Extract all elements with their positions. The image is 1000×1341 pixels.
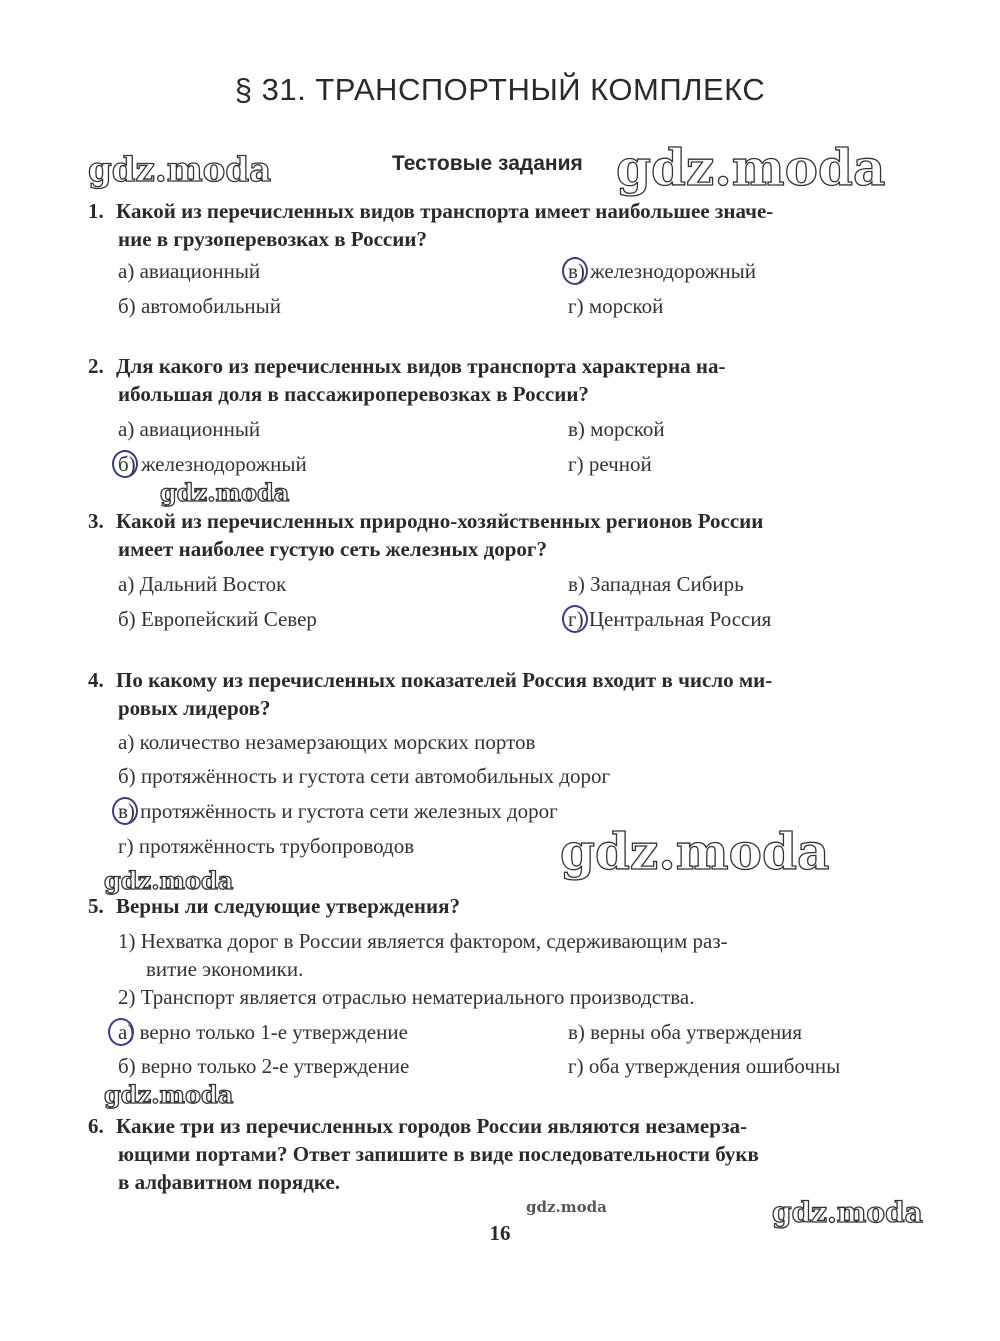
watermark-7: gdz.moda xyxy=(526,1198,607,1216)
option-letter: в) xyxy=(568,417,585,441)
question-number: 2. xyxy=(88,354,104,378)
q1-option-b[interactable] xyxy=(118,292,281,320)
question-number: 3. xyxy=(88,509,104,533)
question-text: Какой из перечисленных видов транспорта имеет наибольшее значе- xyxy=(116,199,774,223)
question-2 xyxy=(88,352,924,408)
option-letter: в) xyxy=(568,1020,585,1044)
option-letter: б) xyxy=(118,452,136,476)
option-text: автомобильный xyxy=(140,294,282,318)
q3-option-g[interactable] xyxy=(568,605,771,633)
question-number: 5. xyxy=(88,894,104,918)
option-letter: б) xyxy=(118,764,136,788)
q1-option-g[interactable] xyxy=(568,292,663,320)
option-text: Дальний Восток xyxy=(139,572,287,596)
question-text: Верны ли следующие утверждения? xyxy=(116,894,460,918)
option-text: протяжённость и густота сети железных дорог xyxy=(140,799,558,823)
answer-circle-mark xyxy=(562,257,588,285)
watermark-6: gdz.moda xyxy=(104,1080,234,1109)
option-text: железнодорожный xyxy=(140,452,307,476)
q2-option-b[interactable] xyxy=(118,450,307,478)
option-letter: а) xyxy=(118,259,135,283)
option-text: верно только 1-е утверждение xyxy=(139,1020,408,1044)
question-6 xyxy=(88,1112,924,1196)
option-text: авиационный xyxy=(139,417,261,441)
question-text-cont: ние в грузоперевозках в России? xyxy=(118,227,427,251)
q2-option-g[interactable] xyxy=(568,450,652,478)
option-letter: г) xyxy=(568,607,584,631)
q4-option-v[interactable] xyxy=(118,797,558,825)
option-text: протяжённость и густота сети автомобильных дорог xyxy=(140,764,611,788)
question-number: 1. xyxy=(88,199,104,223)
question-text: По какому из перечисленных показателей Россия входит в число ми- xyxy=(116,668,773,692)
q4-option-a[interactable] xyxy=(118,728,535,756)
question-5 xyxy=(88,892,924,920)
question-text-cont: ибольшая доля в пассажироперевозках в России? xyxy=(118,382,589,406)
answer-circle-mark xyxy=(562,605,588,633)
question-4 xyxy=(88,666,924,722)
option-text: количество незамерзающих морских портов xyxy=(139,730,536,754)
option-letter: г) xyxy=(118,834,134,858)
q5-option-v[interactable] xyxy=(568,1018,802,1046)
watermark-8: gdz.moda xyxy=(772,1196,923,1229)
page-title: § 31. ТРАНСПОРТНЫЙ КОМПЛЕКС xyxy=(234,72,766,107)
q2-option-a[interactable] xyxy=(118,415,260,443)
statement-1 xyxy=(118,927,924,983)
watermark-1: gdz.moda xyxy=(88,150,272,190)
question-text: Какой из перечисленных природно-хозяйственных регионов России xyxy=(116,509,764,533)
section-subtitle: Тестовые задания xyxy=(392,152,583,175)
q3-option-b[interactable] xyxy=(118,605,317,633)
statement-2 xyxy=(118,983,924,1011)
q1-option-v[interactable] xyxy=(568,257,756,285)
q5-option-b[interactable] xyxy=(118,1052,409,1080)
question-text: Какие три из перечисленных городов России являются незамерза- xyxy=(116,1114,748,1138)
option-text: речной xyxy=(588,452,652,476)
q1-option-a[interactable] xyxy=(118,257,260,285)
option-letter: в) xyxy=(568,572,585,596)
watermark-4: gdz.moda xyxy=(560,822,830,881)
option-text: верно только 2-е утверждение xyxy=(140,1054,410,1078)
option-text: протяжённость трубопроводов xyxy=(138,834,415,858)
statement-text: Транспорт является отраслью нематериального производства. xyxy=(140,985,695,1009)
option-text: Европейский Север xyxy=(140,607,317,631)
option-text: оба утверждения ошибочны xyxy=(588,1054,841,1078)
option-letter: г) xyxy=(568,1054,584,1078)
statement-number: 1) xyxy=(118,929,136,953)
option-letter: г) xyxy=(568,294,584,318)
option-text: авиационный xyxy=(139,259,261,283)
q5-option-a[interactable] xyxy=(118,1018,408,1046)
option-text: морской xyxy=(588,294,664,318)
answer-circle-mark xyxy=(112,797,138,825)
question-number: 4. xyxy=(88,668,104,692)
q5-option-g[interactable] xyxy=(568,1052,840,1080)
q4-option-b[interactable] xyxy=(118,762,610,790)
option-letter: а) xyxy=(118,572,135,596)
option-letter: в) xyxy=(118,799,135,823)
question-number: 6. xyxy=(88,1114,104,1138)
option-letter: а) xyxy=(118,417,135,441)
option-text: верны оба утверждения xyxy=(590,1020,803,1044)
answer-circle-mark xyxy=(108,1018,134,1046)
option-text: железнодорожный xyxy=(590,259,756,283)
watermark-5: gdz.moda xyxy=(104,866,234,895)
question-text: Для какого из перечисленных видов транспорта характерна на- xyxy=(116,354,726,378)
question-text-cont: ровых лидеров? xyxy=(118,696,271,720)
option-letter: б) xyxy=(118,1054,136,1078)
option-text: морской xyxy=(590,417,665,441)
page-number: 16 xyxy=(489,1221,511,1245)
watermark-3: gdz.moda xyxy=(160,478,290,507)
option-letter: в) xyxy=(568,259,585,283)
option-letter: б) xyxy=(118,294,136,318)
question-1 xyxy=(88,197,924,253)
q2-option-v[interactable] xyxy=(568,415,665,443)
statement-text: Нехватка дорог в России является фактором, сдерживающим раз- xyxy=(140,929,728,953)
question-text-cont: ющими портами? Ответ запишите в виде последовательности букв xyxy=(118,1142,759,1166)
option-text: Западная Сибирь xyxy=(590,572,744,596)
question-text-cont: в алфавитном порядке. xyxy=(118,1170,341,1194)
option-letter: г) xyxy=(568,452,584,476)
watermark-2: gdz.moda xyxy=(616,138,886,197)
question-text-cont: имеет наиболее густую сеть железных дорог? xyxy=(118,537,547,561)
question-3 xyxy=(88,507,924,563)
option-letter: а) xyxy=(118,1020,135,1044)
option-letter: б) xyxy=(118,607,136,631)
statement-number: 2) xyxy=(118,985,136,1009)
option-letter: а) xyxy=(118,730,135,754)
option-text: Центральная Россия xyxy=(588,607,772,631)
q3-option-v[interactable] xyxy=(568,570,744,598)
statement-text-cont: витие экономики. xyxy=(146,957,304,981)
q4-option-g[interactable] xyxy=(118,832,414,860)
q3-option-a[interactable] xyxy=(118,570,286,598)
answer-circle-mark xyxy=(112,450,138,478)
